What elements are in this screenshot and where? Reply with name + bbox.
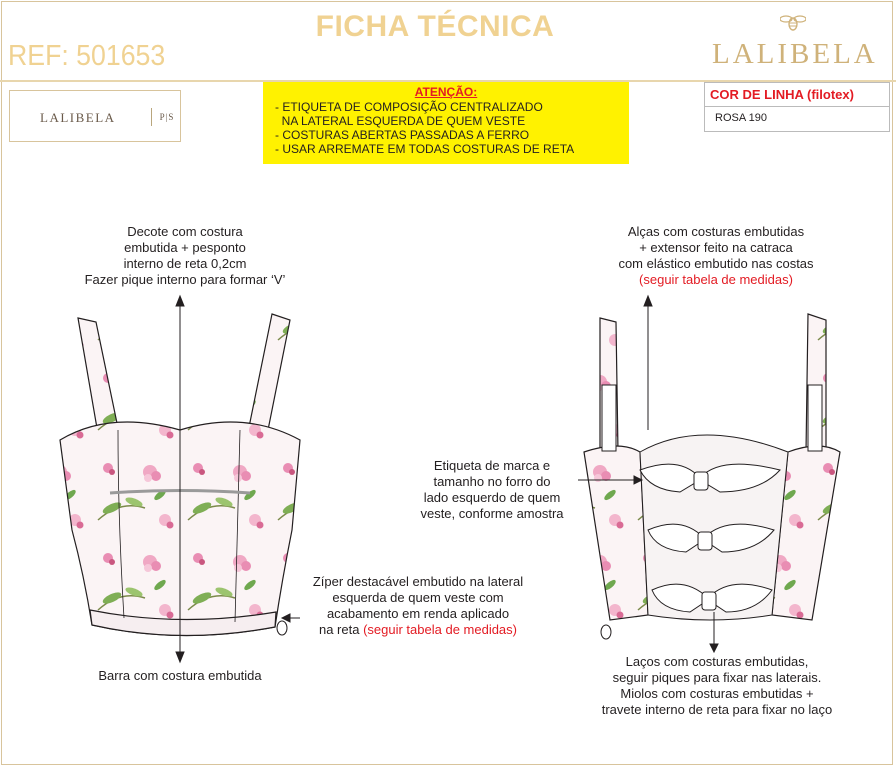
zipper-pull [277,621,287,635]
page-title: FICHA TÉCNICA [315,10,555,43]
note-text: na reta [318,622,364,637]
attention-line: - ETIQUETA DE COMPOSIÇÃO CENTRALIZADO [275,100,543,114]
note-line: Alças com costuras embutidas [627,224,805,239]
measurement-reference: (seguir tabela de medidas) [639,272,793,287]
note-line: com elástico embutido nas costas [618,256,814,271]
attention-line: - USAR ARREMATE EM TODAS COSTURAS DE RETA [275,142,575,156]
note-line: tamanho no forro do [433,474,551,489]
reference-number: REF: 501653 [8,40,166,72]
note-line: acabamento em renda aplicado [326,606,510,621]
back-zipper-pull [601,625,611,639]
note-line: Miolos com costuras embutidas + [620,686,814,701]
note-line: seguir piques para fixar nas laterais. [612,670,822,685]
straps-note [588,224,844,288]
attention-line: - COSTURAS ABERTAS PASSADAS A FERRO [275,128,530,142]
note-line: veste, conforme amostra [420,506,564,521]
note-line: lado esquerdo de quem [423,490,561,505]
brand-label-name: LALIBELA [40,110,116,125]
note-line: travete interno de reta para fixar no laço [601,702,833,717]
note-line: Etiqueta de marca e [433,458,551,473]
zipper-note [288,574,548,638]
brand-logo: LALIBELA [712,38,878,70]
note-line [288,622,548,638]
hem-note: Barra com costura embutida [98,668,262,683]
note-line: + extensor feito na catraca [639,240,793,255]
thread-value: ROSA 190 [715,112,767,124]
note-line: Laços com costuras embutidas, [625,654,809,669]
note-line: Decote com costura [127,224,243,239]
note-line: interno de reta 0,2cm [123,256,247,271]
attention-heading: ATENÇÃO: [414,85,478,99]
note-line: embutida + pesponto [124,240,246,255]
label-note [404,458,580,522]
neckline-note [60,224,310,288]
note-line: esquerda de quem veste com [332,590,504,605]
measurement-reference: (seguir tabela de medidas) [363,622,517,637]
note-line: Fazer pique interno para formar ‘V’ [84,272,286,287]
thread-heading: COR DE LINHA (filotex) [710,87,854,102]
bows-note [572,654,862,718]
note-line: Zíper destacável embutido na lateral [312,574,524,589]
brand-label-mark: P|S [151,108,182,126]
attention-line: NA LATERAL ESQUERDA DE QUEM VESTE [275,114,526,128]
